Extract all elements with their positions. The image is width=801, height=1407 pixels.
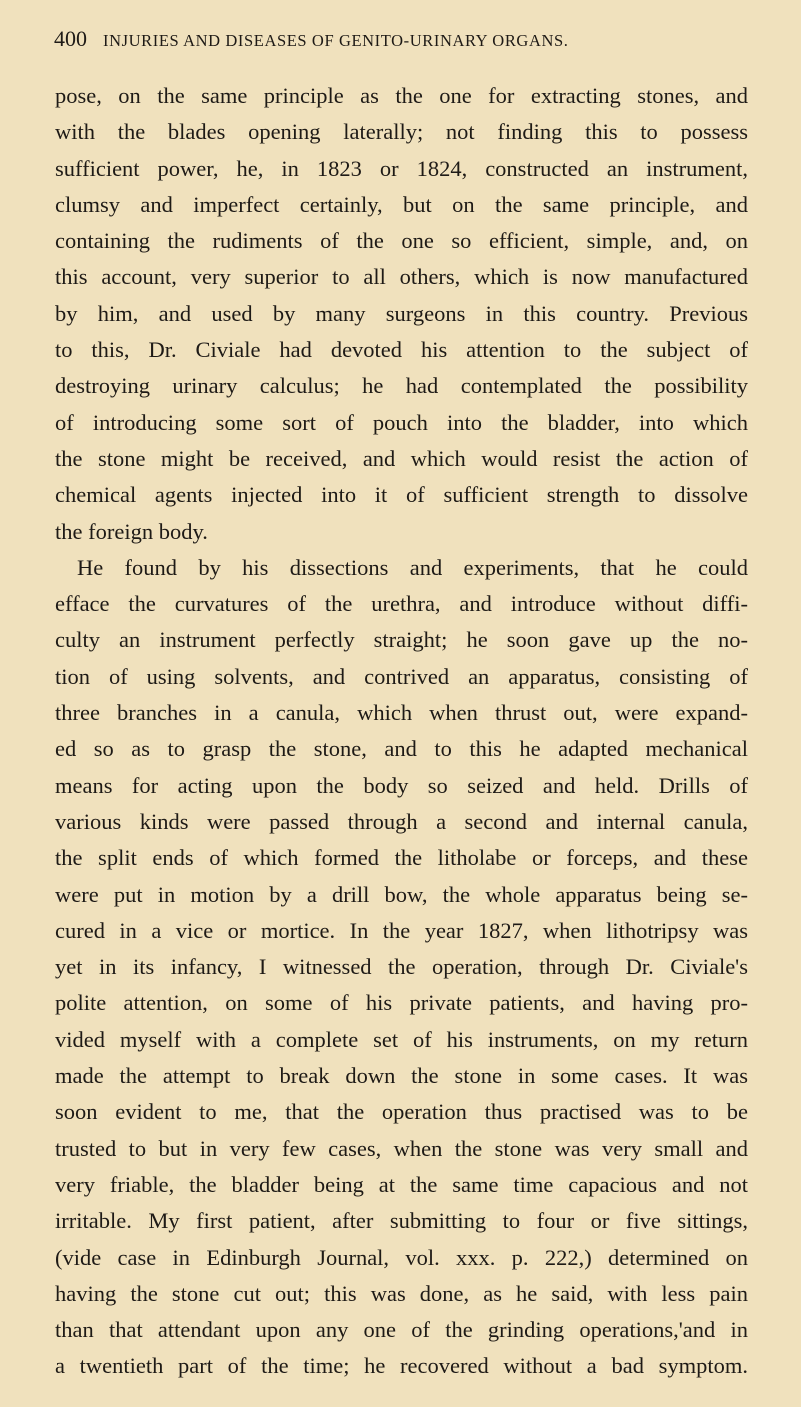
- text-line: destroying urinary calculus; he had contemplated the possibility: [55, 373, 748, 399]
- text-line: various kinds were passed through a second and internal canula,: [55, 808, 748, 834]
- text-line: clumsy and imperfect certainly, but on the same principle, and: [55, 191, 748, 217]
- text-line: efface the curvatures of the urethra, and introduce without diffi-: [55, 591, 748, 617]
- text-line: chemical agents injected into it of sufficient strength to dissolve: [55, 482, 748, 508]
- text-line: by him, and used by many surgeons in this country. Previous: [55, 300, 748, 326]
- text-line: were put in motion by a drill bow, the whole apparatus being se-: [55, 881, 748, 907]
- text-line: irritable. My first patient, after submitting to four or five sittings,: [55, 1208, 748, 1234]
- body-text: [55, 78, 748, 1385]
- text-line: a twentieth part of the time; he recovered without a bad symptom.: [55, 1353, 748, 1379]
- text-line: tion of using solvents, and contrived an apparatus, consisting of: [55, 663, 748, 689]
- text-line: containing the rudiments of the one so efficient, simple, and, on: [55, 228, 748, 254]
- text-line: to this, Dr. Civiale had devoted his attention to the subject of: [55, 337, 748, 363]
- text-line: trusted to but in very few cases, when the stone was very small and: [55, 1135, 748, 1161]
- text-line: cured in a vice or mortice. In the year 1827, when lithotripsy was: [55, 917, 748, 943]
- page-number: 400: [54, 26, 87, 51]
- text-line: means for acting upon the body so seized and held. Drills of: [55, 772, 748, 798]
- text-line: than that attendant upon any one of the grinding operations,'and in: [55, 1317, 748, 1343]
- text-line: with the blades opening laterally; not finding this to possess: [55, 119, 748, 145]
- text-line: the split ends of which formed the litholabe or forceps, and these: [55, 845, 748, 871]
- running-title: INJURIES AND DISEASES OF GENITO-URINARY ORGANS.: [103, 31, 569, 50]
- text-line: made the attempt to break down the stone in some cases. It was: [55, 1063, 748, 1089]
- text-line: yet in its infancy, I witnessed the operation, through Dr. Civiale's: [55, 954, 748, 980]
- text-line: sufficient power, he, in 1823 or 1824, constructed an instrument,: [55, 155, 748, 181]
- text-line: three branches in a canula, which when thrust out, were expand-: [55, 700, 748, 726]
- text-line: the stone might be received, and which would resist the action of: [55, 445, 748, 471]
- text-line: very friable, the bladder being at the same time capacious and not: [55, 1171, 748, 1197]
- text-line: (vide case in Edinburgh Journal, vol. xxx. p. 222,) determined on: [55, 1244, 748, 1270]
- text-line: pose, on the same principle as the one for extracting stones, and: [55, 83, 748, 108]
- text-line: this account, very superior to all others, which is now manufactured: [55, 264, 748, 290]
- text-line: He found by his dissections and experiments, that he could: [77, 554, 748, 580]
- text-line: vided myself with a complete set of his instruments, on my return: [55, 1026, 748, 1052]
- text-line: soon evident to me, that the operation thus practised was to be: [55, 1099, 748, 1125]
- text-line: the foreign body.: [55, 518, 208, 544]
- text-line: having the stone cut out; this was done, as he said, with less pain: [55, 1280, 748, 1306]
- text-line: ed so as to grasp the stone, and to this he adapted mechanical: [55, 736, 748, 762]
- running-header: [54, 26, 754, 56]
- text-line: culty an instrument perfectly straight; he soon gave up the no-: [55, 627, 748, 653]
- text-line: of introducing some sort of pouch into the bladder, into which: [55, 409, 748, 435]
- text-line: polite attention, on some of his private patients, and having pro-: [55, 990, 748, 1016]
